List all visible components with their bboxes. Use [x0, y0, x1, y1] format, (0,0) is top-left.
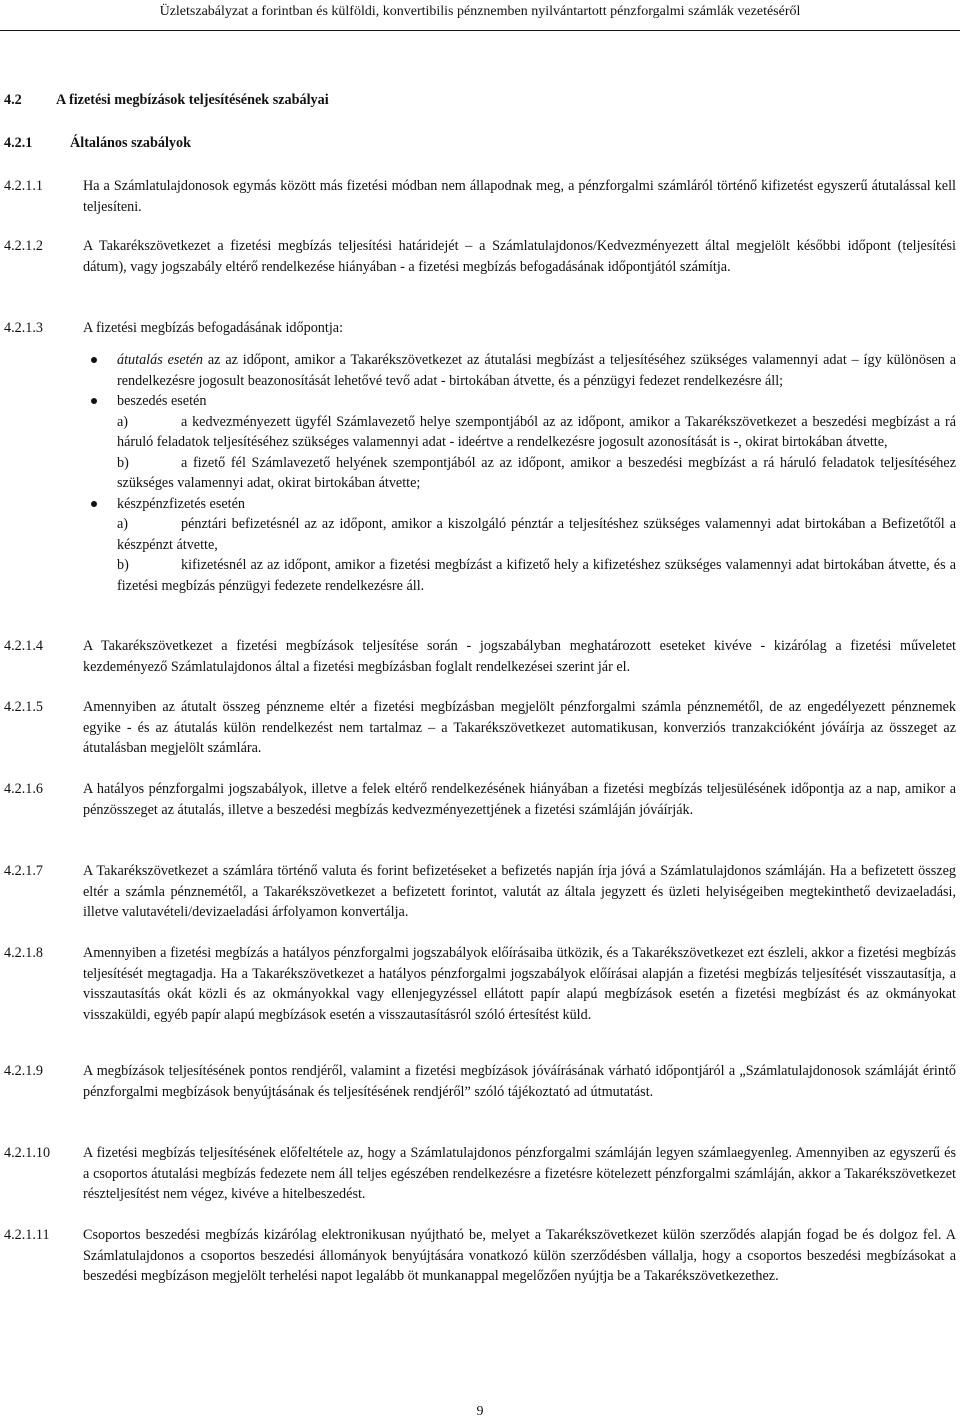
section-4-2-1-5 — [4, 697, 956, 759]
sub-item-letter: b) — [117, 454, 129, 471]
section-4-2-1-6 — [4, 779, 956, 820]
sub-item-text: pénztári befizetésnél az az időpont, amikor a kiszolgáló pénztár a teljesítéshez szükséges valamennyi adat birtokában a Befizetőtől a készpénzt átvette, — [117, 516, 956, 553]
section-text: A hatályos pénzforgalmi jogszabályok, illetve a felek eltérő rendelkezésének hiányában a fizetési megbízás teljesülésének időpontja az a nap, amikor a pénzösszeget az átutalás, illetve a beszedési megbízás kedvezményezettjének a fizetési számláján jóváírják. — [83, 781, 956, 818]
section-text: Ha a Számlatulajdonosok egymás között más fizetési módban nem állapodnak meg, a pénzforgalmi számláról történő kifizetést egyszerű átutalással kell teljesíteni. — [83, 178, 956, 215]
section-4-2-1-1 — [4, 176, 956, 217]
sub-item — [117, 453, 956, 494]
sub-item-letter: a) — [117, 413, 129, 430]
sub-item-text: kifizetésnél az az időpont, amikor a fizetési megbízást a kifizető hely a kifizetéshez szükséges valamennyi adat birtokában átvette, és a fizetési megbízás pénzügyi fedezete rendelkezésre áll. — [117, 557, 956, 594]
heading-4-2 — [4, 90, 329, 111]
section-number: 4.2.1.6 — [4, 781, 44, 797]
section-number: 4.2.1.9 — [4, 1063, 44, 1079]
sub-item-letter: b) — [117, 557, 129, 573]
page-number: 9 — [476, 1404, 484, 1419]
section-number: 4.2.1.3 — [4, 320, 44, 336]
section-4-2-1-2 — [4, 236, 956, 277]
list-item — [117, 391, 956, 494]
section-4-2-1-9 — [4, 1061, 956, 1102]
bullet-list — [117, 350, 956, 596]
section-number: 4.2.1.11 — [4, 1227, 50, 1243]
sub-item — [117, 555, 956, 596]
section-4-2-1-10 — [4, 1143, 956, 1205]
section-text: A fizetési megbízás befogadásának időpontja: — [83, 320, 344, 336]
list-item-text: beszedés esetén — [117, 393, 207, 409]
heading-number: 4.2 — [4, 92, 22, 108]
section-text: A megbízások teljesítésének pontos rendjéről, valamint a fizetési megbízások jóváírásának várható időpontjáról a „Számlatulajdonosok számláját érintő pénzforgalmi megbízások benyújtásának és teljesítésének rendjéről” szóló tájékoztató ad útmutatást. — [83, 1063, 956, 1100]
emphasis-text: átutalás esetén — [117, 352, 204, 368]
sub-item — [117, 514, 956, 555]
section-text: A Takarékszövetkezet a fizetési megbízások teljesítése során - jogszabályban meghatározott eseteket kivéve - kizárólag a fizetési műveletet kezdeményező Számlatulajdonos által a fizetési megbízásban foglalt rendelkezései szerint jár el. — [83, 638, 956, 675]
bullet-icon — [91, 398, 97, 404]
sub-item — [117, 412, 956, 453]
section-4-2-1-4 — [4, 636, 956, 677]
section-text: A fizetési megbízás teljesítésének előfeltétele az, hogy a Számlatulajdonos pénzforgalmi számláján legyen számlaegyenleg. Amennyiben az egyszerű és a csoportos átutalási megbízás fedezete nem áll teljes egészében rendelkezésre a fizetésre kötelezett pénzforgalmi számláján, akkor a Takarékszövetkezet részteljesítést nem végez, kivéve a hitelbeszedést. — [83, 1145, 956, 1202]
sub-item-text: a fizető fél Számlavezető helyének szempontjából az az időpont, amikor a beszedési megbízást a rá háruló feladatok teljesítéséhez szükséges valamennyi adat, okirat birtokában átvette; — [117, 454, 956, 491]
section-number: 4.2.1.7 — [4, 863, 44, 879]
section-4-2-1-7 — [4, 861, 956, 923]
section-text: Csoportos beszedési megbízás kizárólag elektronikusan nyújtható be, melyet a Takarékszövetkezet külön szerződés alapján fogad be és dolgoz fel. A Számlatulajdonos a csoportos beszedési állományok benyújtására vonatkozó külön szerződésben vállalja, hogy a csoportos beszedési megbízásokat a beszedési megbízáson megjelölt terhelési napot legalább öt munkanappal megelőzően nyújtja be a Takarékszövetkezethez. — [83, 1227, 956, 1284]
section-text: Amennyiben a fizetési megbízás a hatályos pénzforgalmi jogszabályok előírásaiba ütközik, és a Takarékszövetkezet ezt észleli, akkor a fizetési megbízás teljesítését megtagadja. Ha a Takarékszövetkezet a hatályos pénzforgalmi jogszabályok előírásai alapján a fizetési megbízás teljesítését visszautasítja, a visszautasítás okát közli és az okmányokkal vagy ellenjegyzéssel ellátott papír alapú megbízások esetén a fizetési megbízást és az okmányokat visszaküldi, egyéb papír alapú megbízások esetén a visszautasításról szóló értesítést küld. — [83, 945, 956, 1023]
bullet-icon — [91, 501, 97, 507]
section-number: 4.2.1.4 — [4, 638, 44, 654]
bullet-icon — [91, 357, 97, 363]
section-4-2-1-3 — [4, 318, 956, 339]
section-number: 4.2.1.8 — [4, 945, 44, 961]
list-item — [117, 350, 956, 391]
document-title: Üzletszabályzat a forintban és külföldi, konvertibilis pénznemben nyilvántartott pénzforgalmi számlák vezetéséről — [159, 4, 801, 19]
section-4-2-1-8 — [4, 943, 956, 1025]
section-number: 4.2.1.2 — [4, 238, 44, 254]
sub-item-letter: a) — [117, 516, 129, 532]
heading-title: Általános szabályok — [70, 135, 192, 151]
page-header — [0, 0, 960, 31]
section-number: 4.2.1.10 — [4, 1145, 51, 1161]
heading-number: 4.2.1 — [4, 135, 33, 151]
section-text: A Takarékszövetkezet a fizetési megbízás teljesítési határidejét – a Számlatulajdonos/Kedvezményezett által megjelölt későbbi időpont (teljesítési dátum), vagy jogszabály eltérő rendelkezése hiányában - a fizetési megbízás befogadásának időpontjától számítja. — [83, 238, 956, 275]
heading-title: A fizetési megbízások teljesítésének szabályai — [56, 92, 329, 108]
list-item — [117, 494, 956, 597]
section-text: A Takarékszövetkezet a számlára történő valuta és forint befizetéseket a befizetés napján írja jóvá a Számlatulajdonos számláján. Ha a befizetett összeg eltér a számla pénznemétől, a Takarékszövetkezet a befizetett forintot, valutát az általa jegyzett és üzleti helyiségeiben megtekinthető devizaeladási, illetve valutavételi/devizaeladási árfolyamon konvertálja. — [83, 863, 956, 920]
heading-4-2-1 — [4, 133, 191, 154]
section-text: Amennyiben az átutalt összeg pénzneme eltér a fizetési megbízásban megjelölt pénzforgalmi számla pénznemétől, de az engedélyezett pénznemek egyike - és az átutalás külön rendelkezést nem tartalmaz – a Takarékszövetkezet automatikusan, konverziós tranzakcióként jóváírja az összeget az átutalásban megjelölt számlára. — [83, 699, 956, 756]
section-number: 4.2.1.1 — [4, 178, 44, 194]
sub-item-text: a kedvezményezett ügyfél Számlavezető helye szempontjából az az időpont, amikor a Takarékszövetkezet a beszedési megbízást a rá háruló feladatok teljesítéséhez szükséges valamennyi adat - ideértve a rendelkezésre jogosult azonosítását is -, okirat birtokában átvette, — [117, 413, 956, 450]
section-number: 4.2.1.5 — [4, 699, 44, 715]
list-item-text: készpénzfizetés esetén — [117, 495, 246, 512]
section-4-2-1-11 — [4, 1225, 956, 1287]
list-item-text: az az időpont, amikor a Takarékszövetkezet az átutalási megbízást a teljesítéséhez szükséges valamennyi adat – így különösen a rendelkezésre jogosult beazonosítását lehetővé tevő adat - birtokában átvette, és a pénzügyi fedezet rendelkezésre áll; — [117, 352, 957, 389]
